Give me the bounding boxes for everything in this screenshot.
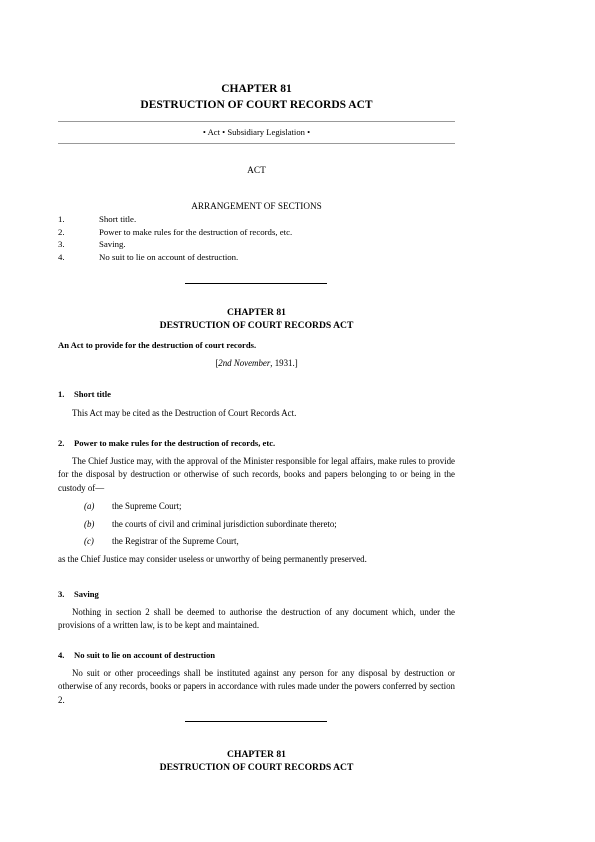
footer-chapter-header	[58, 749, 455, 775]
item-text: the courts of civil and criminal jurisdiction subordinate thereto;	[112, 518, 337, 529]
item-label: (a)	[84, 501, 95, 512]
commencement-rest: , 1931.]	[270, 358, 298, 368]
item-label: (b)	[84, 518, 95, 529]
section-text: Nothing in section 2 shall be deemed to authorise the destruction of any document which, under the provisions of a written law, is to be kept and maintained.	[58, 607, 455, 631]
commencement-open: [	[215, 358, 219, 368]
list-item	[58, 518, 455, 530]
section-heading	[58, 437, 455, 449]
item-text: the Supreme Court;	[112, 501, 182, 512]
section-heading	[58, 588, 455, 600]
arrangement-item[interactable]	[58, 251, 455, 264]
section-number: 3.	[58, 239, 65, 250]
section-number: 1.	[58, 389, 65, 399]
chapter-header	[58, 82, 455, 113]
chapter-number: CHAPTER 81	[227, 749, 286, 760]
nav-link-subsidiary-legislation[interactable]: Subsidiary Legislation	[227, 127, 305, 137]
body-chapter-header	[58, 307, 455, 333]
list-item	[58, 535, 455, 547]
section-1	[58, 388, 455, 420]
section-tail-text: as the Chief Justice may consider useless or unworthy of being permanently preserved.	[58, 553, 367, 564]
list-item	[58, 500, 455, 512]
section-number: 3.	[58, 589, 65, 599]
chapter-number: CHAPTER 81	[221, 83, 292, 95]
act-title: DESTRUCTION OF COURT RECORDS ACT	[159, 761, 354, 773]
commencement-date	[58, 357, 455, 369]
section-number: 2.	[58, 226, 65, 237]
section-number: 1.	[58, 213, 65, 224]
divider-rule	[185, 283, 327, 284]
bullet-separator: •	[222, 127, 226, 137]
section-title: Saving.	[99, 239, 126, 250]
section-title: Power to make rules for the destruction of records, etc.	[99, 226, 293, 237]
nav-link-act[interactable]: Act	[207, 127, 221, 137]
section-heading-text: Power to make rules for the destruction of records, etc.	[74, 438, 276, 448]
act-heading: ACT	[247, 166, 266, 176]
section-text: The Chief Justice may, with the approval of the Minister responsible for legal affairs, make rules to provide for the disposal by destruction or otherwise of such records, books and papers belonging to or being in the custody of—	[58, 456, 455, 493]
arrangement-item[interactable]	[58, 213, 455, 226]
bullet-separator: •	[307, 127, 311, 137]
section-heading	[58, 388, 455, 400]
arrangement-of-sections	[58, 200, 455, 264]
item-text: the Registrar of the Supreme Court,	[112, 536, 239, 547]
chapter-number: CHAPTER 81	[227, 307, 286, 318]
section-number: 4.	[58, 252, 65, 263]
divider-rule	[185, 721, 327, 722]
nav-bar	[58, 121, 455, 144]
section-heading	[58, 649, 455, 661]
long-title: An Act to provide for the destruction of court records.	[58, 340, 257, 350]
section-text: This Act may be cited as the Destruction of Court Records Act.	[72, 408, 297, 419]
arrangement-heading: ARRANGEMENT OF SECTIONS	[191, 201, 322, 211]
bullet-separator: •	[202, 127, 206, 137]
act-title: DESTRUCTION OF COURT RECORDS ACT	[140, 98, 373, 111]
section-title: Short title.	[99, 213, 137, 224]
section-heading-text: No suit to lie on account of destruction	[74, 650, 216, 660]
arrangement-item[interactable]	[58, 238, 455, 251]
commencement-date-italic: 2nd November	[218, 358, 271, 368]
section-heading-text: Short title	[74, 389, 111, 399]
section-number: 4.	[58, 650, 65, 660]
section-number: 2.	[58, 438, 65, 448]
section-2	[58, 437, 455, 565]
section-4	[58, 649, 455, 707]
item-label: (c)	[84, 536, 94, 547]
section-text: No suit or other proceedings shall be instituted against any person for any disposal by destruction or otherwise of any records, books or papers in accordance with rules made under the powers conferred by section 2.	[58, 668, 455, 705]
section-3	[58, 588, 455, 633]
section-title: No suit to lie on account of destruction.	[99, 252, 239, 263]
act-title: DESTRUCTION OF COURT RECORDS ACT	[159, 319, 354, 331]
arrangement-item[interactable]	[58, 226, 455, 239]
section-heading-text: Saving	[74, 589, 99, 599]
